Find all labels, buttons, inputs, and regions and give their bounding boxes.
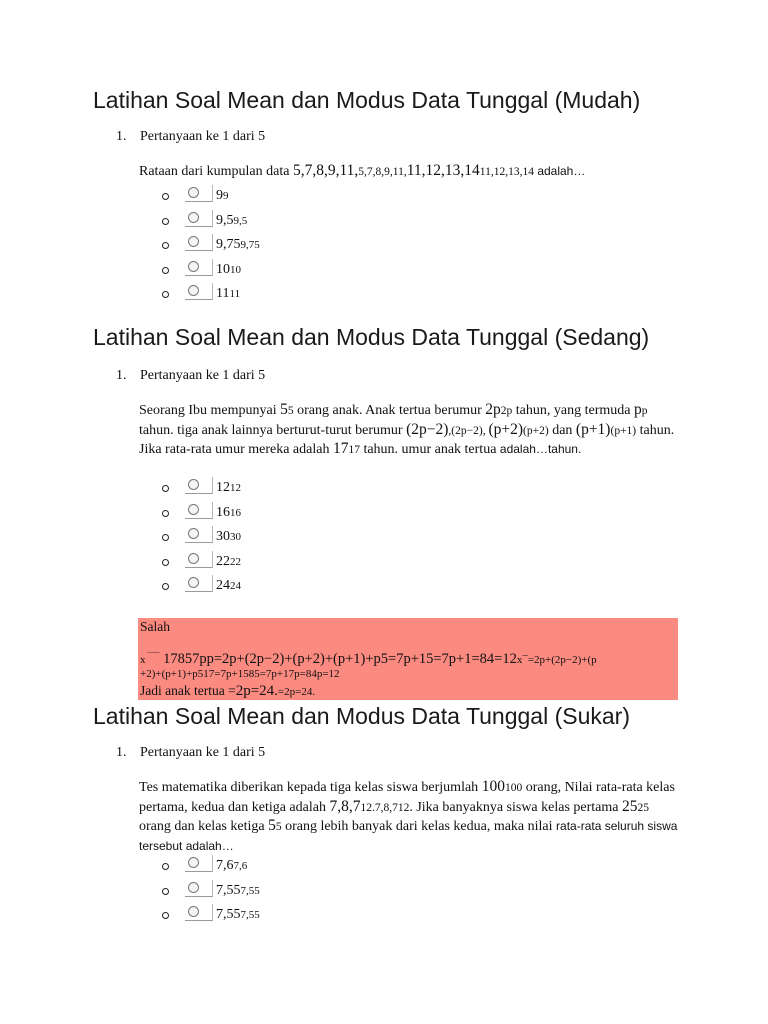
option-item [0, 259, 400, 284]
bullet-icon [162, 888, 169, 895]
question-number: 1. [116, 368, 127, 383]
feedback-status: Salah [140, 619, 170, 634]
bullet-icon [162, 912, 169, 919]
answer-options [0, 185, 400, 308]
option-label: 1010 [216, 261, 241, 277]
option-item [0, 502, 400, 527]
radio-button[interactable] [185, 502, 213, 519]
radio-button[interactable] [185, 526, 213, 543]
option-label: 1616 [216, 504, 241, 520]
question-header [116, 368, 265, 384]
option-label: 7,557,55 [216, 907, 260, 922]
question-label: Pertanyaan ke 1 dari 5 [140, 745, 266, 760]
section-title-sedang: Latihan Soal Mean dan Modus Data Tunggal (Sedang) [93, 324, 650, 350]
answer-options [0, 477, 400, 600]
option-label: 2222 [216, 553, 241, 569]
radio-button[interactable] [185, 210, 213, 227]
option-item [0, 904, 400, 929]
option-item [0, 526, 400, 551]
feedback-line: x ¯¯¯ 17857pp=2p+(2p−2)+(p+2)+(p+1)+p5=7p+15=7p+1=84=12x¯=2p+(2p−2)+(p [140, 651, 597, 667]
option-label: 3030 [216, 529, 241, 544]
option-item [0, 880, 400, 905]
bullet-icon [162, 583, 169, 590]
section-title-sukar: Latihan Soal Mean dan Modus Data Tunggal (Sukar) [93, 703, 630, 729]
option-item [0, 575, 400, 600]
option-item [0, 855, 400, 880]
option-item [0, 477, 400, 502]
option-label: 2424 [216, 578, 241, 593]
bullet-icon [162, 485, 169, 492]
bullet-icon [162, 218, 169, 225]
question-text: Seorang Ibu mempunyai 55 orang anak. Anak tertua berumur 2p2p tahun, yang termuda pp tahun. tiga anak lainnya berturut-turut berumur (2p−2),(2p−2), (p+2)(p+2) dan (p+1)(p+1) tahun. Jika rata-rata umur mereka adalah 1717 tahun. umur anak tertua adalah…tahun. [139, 401, 675, 457]
question-header [116, 745, 265, 761]
bullet-icon [162, 863, 169, 870]
option-label: 7,67,6 [216, 858, 248, 873]
radio-button[interactable] [185, 234, 213, 251]
option-item [0, 210, 400, 235]
feedback-box [138, 618, 678, 700]
option-item [0, 185, 400, 210]
option-label: 1111 [216, 286, 241, 301]
option-label: 1212 [216, 480, 241, 495]
bullet-icon [162, 242, 169, 249]
radio-button[interactable] [185, 259, 213, 276]
option-label: 9,759,75 [216, 237, 260, 252]
question-text: Tes matematika diberikan kepada tiga kelas siswa berjumlah 100100 orang, Nilai rata-rata kelas pertama, kedua dan ketiga adalah 7,8,712.7,8,712. Jika banyaknya siswa kelas pertama 2525 orang dan kelas ketiga 55 orang lebih banyak dari kelas kedua, maka nilai rata-rata seluruh siswa tersebut adalah… [139, 778, 678, 853]
option-item [0, 234, 400, 259]
option-label: 7,557,55 [216, 882, 260, 898]
option-label: 9,59,5 [216, 212, 248, 228]
question-number: 1. [116, 745, 127, 760]
question-header [116, 129, 265, 145]
radio-button[interactable] [185, 880, 213, 897]
bullet-icon [162, 534, 169, 541]
radio-button[interactable] [185, 185, 213, 202]
question-label: Pertanyaan ke 1 dari 5 [140, 129, 266, 144]
bullet-icon [162, 267, 169, 274]
radio-button[interactable] [185, 283, 213, 300]
feedback-line: Jadi anak tertua =2p=24.=2p=24. [140, 683, 316, 699]
bullet-icon [162, 291, 169, 298]
option-item [0, 283, 400, 308]
question-number: 1. [116, 129, 127, 144]
radio-button[interactable] [185, 904, 213, 921]
bullet-icon [162, 193, 169, 200]
radio-button[interactable] [185, 575, 213, 592]
feedback-line: +2)+(p+1)+p517=7p+1585=7p+17p=84p=12 [140, 668, 340, 680]
radio-button[interactable] [185, 551, 213, 568]
radio-button[interactable] [185, 477, 213, 494]
question-text: Rataan dari kumpulan data 5,7,8,9,11,5,7,8,9,11,11,12,13,1411,12,13,14 adalah… [139, 162, 586, 179]
radio-button[interactable] [185, 855, 213, 872]
option-label: 99 [216, 188, 229, 203]
bullet-icon [162, 559, 169, 566]
section-title-mudah: Latihan Soal Mean dan Modus Data Tunggal (Mudah) [93, 87, 641, 113]
option-item [0, 551, 400, 576]
bullet-icon [162, 510, 169, 517]
answer-options [0, 855, 400, 929]
question-label: Pertanyaan ke 1 dari 5 [140, 368, 266, 383]
